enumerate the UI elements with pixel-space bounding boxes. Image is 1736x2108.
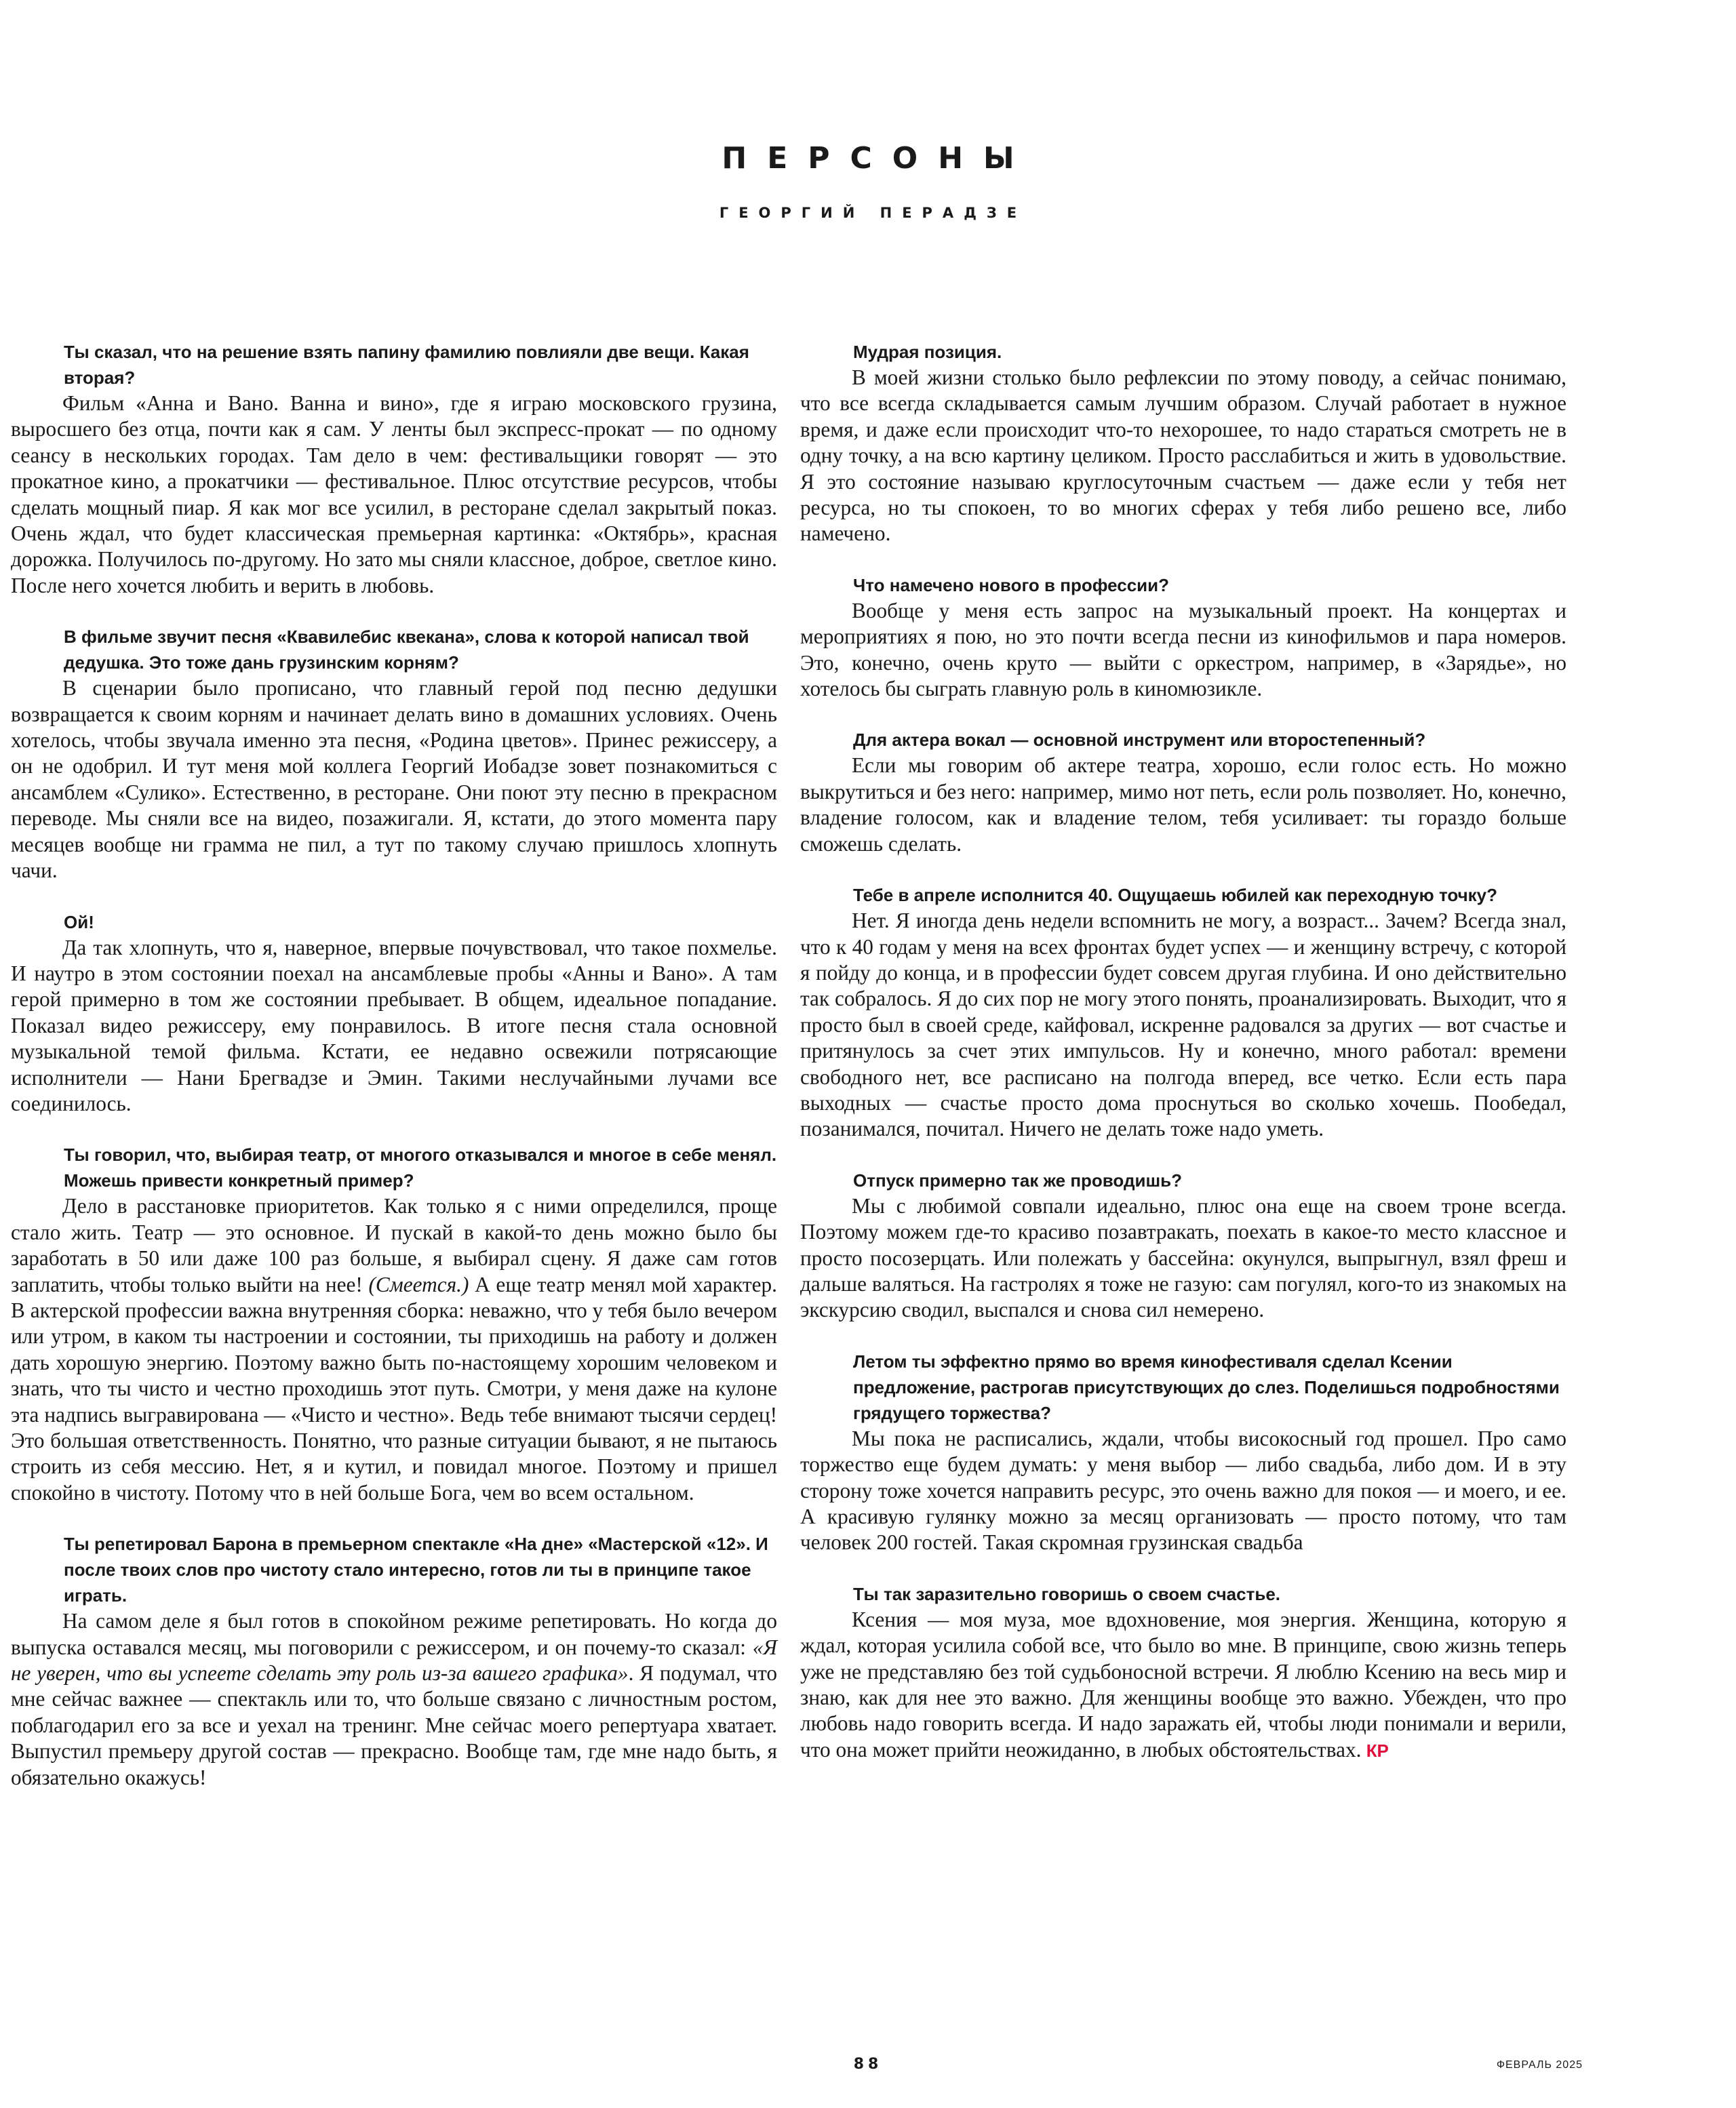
interview-answer: Вообще у меня есть запрос на музыкальный проект. На концертах и мероприятиях я пою, но это почти всегда песни из кинофильмов и пара номеров. Это, конечно, очень круто — выйти с оркестром, например, в «Зарядье», но хотелось бы сыграть главную роль в киномюзикле. bbox=[800, 598, 1566, 701]
qa-block bbox=[800, 1349, 1566, 1556]
interview-answer: Ксения — моя муза, мое вдохновение, моя энергия. Женщина, которую я ждал, которая усилила собой все, что было во мне. В принципе, свою жизнь теперь уже не представляю без той судьбоносной встречи. Я люблю Ксению на весь мир и знаю, как для нее это важно. Для женщины вообще это важно. Убежден, что про любовь надо говорить всегда. И надо заражать ей, чтобы люди понимали и верили, что она может прийти неожиданно, в любых обстоятельствах. КР bbox=[800, 1607, 1566, 1762]
qa-block bbox=[800, 882, 1566, 1142]
author-name: ГЕОРГИЙ ПЕРАДЗЕ bbox=[719, 205, 1027, 221]
qa-block bbox=[800, 727, 1566, 857]
interview-question: Отпуск примерно так же проводишь? bbox=[853, 1170, 1182, 1191]
section-title: ПЕРСОНЫ bbox=[722, 141, 1035, 176]
interview-question: Ты говорил, что, выбирая театр, от многого отказывался и многое в себе менял. Можешь привести конкретный пример? bbox=[64, 1145, 777, 1191]
qa-block bbox=[11, 624, 777, 883]
interview-question: Для актера вокал — основной инструмент или второстепенный? bbox=[853, 730, 1426, 751]
interview-question: Тебе в апреле исполнится 40. Ощущаешь юбилей как переходную точку? bbox=[853, 885, 1498, 906]
interview-question: Ой! bbox=[64, 911, 94, 932]
interview-question: Ты сказал, что на решение взять папину фамилию повлияли две вещи. Какая вторая? bbox=[64, 342, 749, 388]
issue-date: ФЕВРАЛЬ 2025 bbox=[1496, 2059, 1583, 2071]
qa-block bbox=[800, 1581, 1566, 1764]
interview-answer: Дело в расстановке приоритетов. Как только я с ними определился, проще стало жить. Театр — это основное. И пускай в какой-то день можно было бы заработать в 50 или даже 100 раз больше, я выбирал сцену. Я даже сам готов заплатить, чтобы только выйти на нее! (Смеется.) А еще театр менял мой характер. В актерской профессии важна внутренняя сборка: неважно, что у тебя было вечером или утром, в каком ты настроении и состоянии, ты приходишь на работу и должен дать хорошую энергию. Поэтому важно быть по-настоящему хорошим человеком и знать, что ты чисто и честно проходишь этот путь. Смотри, у меня даже на кулоне эта надпись выгравирована — «Чисто и честно». Ведь тебе внимают тысячи сердец! Это большая ответственность. Понятно, что разные ситуации бывают, я не пытаюсь строить из себя мессию. Нет, я и кутил, и повидал многое. Поэтому и пришел спокойно в чистоту. Потому что в ней больше Бога, чем во всем остальном. bbox=[11, 1194, 777, 1505]
interview-answer: Если мы говорим об актере театра, хорошо, если голос есть. Но можно выкрутиться и без него: например, мимо нот петь, если роль позволяет. Но, конечно, владение голосом, как и владение телом, тебя усиливает: ты гораздо больше сможешь сделать. bbox=[800, 753, 1566, 856]
qa-block bbox=[800, 1168, 1566, 1324]
interview-question: Ты так заразительно говоришь о своем счастье. bbox=[853, 1583, 1281, 1604]
interview-answer: На самом деле я был готов в спокойном режиме репетировать. Но когда до выпуска оставался месяц, мы поговорили с режиссером, и он почему-то сказал: «Я не уверен, что вы успеете сделать эту роль из-за вашего графика». Я подумал, что мне сейчас важнее — спектакль или то, что больше связано с личностным ростом, поблагодарил его за все и уехал на тренинг. Мне сейчас моего репертуара хватает. Выпустил премьеру другой состав — прекрасно. Вообще там, где мне надо быть, я обязательно окажусь! bbox=[11, 1609, 778, 1789]
qa-block bbox=[800, 339, 1566, 547]
interview-question: Ты репетировал Барона в премьерном спектакле «На дне» «Мастерской «12». И после твоих слов про чистоту стало интересно, готов ли ты в принципе такое играть. bbox=[64, 1534, 768, 1606]
interview-answer: В сценарии было прописано, что главный герой под песню дедушки возвращается к своим корням и начинает делать вино в домашних условиях. Очень хотелось, чтобы звучала именно эта песня, «Родина цветов». Принес режиссеру, а он не одобрил. И тут меня мой коллега Георгий Иобадзе зовет познакомиться с ансамблем «Сулико». Естественно, в ресторане. Они поют эту песню в прекрасном переводе. Мы сняли все на видео, позажигали. Я, кстати, до этого момента пару месяцев вообще ни грамма не пил, а тут по такому случаю пришлось хлопнуть чачи. bbox=[11, 676, 777, 883]
interview-answer: Фильм «Анна и Вано. Ванна и вино», где я играю московского грузина, выросшего без отца, почти как я сам. У ленты был экспресс-прокат — по одному сеансу в нескольких городах. Там дело в чем: фестивальщики говорят — это прокатное кино, а прокатчики — фестивальное. Плюс отсутствие ресурсов, чтобы сделать мощный пиар. Я как мог все усилил, в ресторане сделал закрытый показ. Очень ждал, что будет классическая премьерная картинка: «Октябрь», красная дорожка. Получилось по-другому. Но зато мы сняли классное, доброе, светлое кино. После него хочется любить и верить в любовь. bbox=[11, 391, 777, 597]
page-number: 88 bbox=[853, 2056, 883, 2073]
qa-block bbox=[11, 1142, 777, 1506]
qa-block bbox=[800, 572, 1566, 702]
interview-answer: Нет. Я иногда день недели вспомнить не могу, а возраст... Зачем? Всегда знал, что к 40 годам у меня на всех фронтах будет успех — и женщину встречу, с которой я пойду до конца, и в профессии будет совсем другая глубина. И оно действительно так собралось. Я до сих пор не могу этого понять, проанализировать. Выходит, что я просто был в своей среде, кайфовал, искренне радовался за других — вот счастье и притянулось за счет этих импульсов. Ну и конечно, много работал: времени свободного нет, все расписано на полгода вперед, все четко. Если есть пара выходных — счастье просто дома проснуться во сколько хочешь. Пообедал, позанимался, почитал. Ничего не делать тоже надо уметь. bbox=[800, 909, 1566, 1141]
interview-question: Что намечено нового в профессии? bbox=[853, 574, 1170, 595]
interview-question: Летом ты эффектно прямо во время кинофестиваля сделал Ксении предложение, растрогав присутствующих до слез. Поделишься подробностями грядущего торжества? bbox=[853, 1351, 1560, 1423]
interview-answer: В моей жизни столько было рефлексии по этому поводу, а сейчас понимаю, что все всегда складывается самым лучшим образом. Случай работает в нужное время, и даже если происходит что-то нехорошее, то надо стараться смотреть не в одну точку, а на всю картину целиком. Просто расслабиться и жить в удовольствие. Я это состояние называю круглосуточным счастьем — даже если у тебя нет ресурса, но ты спокоен, то во многих сферах у тебя либо решено все, либо намечено. bbox=[800, 365, 1566, 546]
right-column bbox=[800, 339, 1566, 1789]
interview-answer: Да так хлопнуть, что я, наверное, впервые почувствовал, что такое похмелье. И наутро в этом состоянии поехал на ансамблевые пробы «Анны и Вано». А там герой примерно в том же состоянии пребывает. В общем, идеальное попадание. Показал видео режиссеру, ему понравилось. В итоге песня стала основной музыкальной темой фильма. Кстати, ее недавно освежили потрясающие исполнители — Нани Брегвадзе и Эмин. Такими неслучайными лучами все соединилось. bbox=[11, 935, 777, 1115]
qa-block bbox=[11, 1531, 777, 1791]
interview-answer: Мы с любимой совпали идеально, плюс она еще на своем троне всегда. Поэтому можем где-то красиво позавтракать, поехать в какое-то место классное и просто посозерцать. Или полежать у бассейна: окунулся, выпрыгнул, взял фреш и дальше валяться. На гастролях я тоже не газую: сам погулял, кого-то из знакомых на экскурсию сводил, выспался и снова сил немерено. bbox=[800, 1193, 1566, 1322]
left-column bbox=[11, 339, 777, 1816]
interview-question: В фильме звучит песня «Квавилебис квекана», слова к которой написал твой дедушка. Это тоже дань грузинским корням? bbox=[64, 627, 749, 673]
qa-block bbox=[11, 909, 777, 1117]
qa-block bbox=[11, 339, 777, 599]
interview-answer: Мы пока не расписались, ждали, чтобы високосный год прошел. Про само торжество еще будем думать: у меня выбор — либо свадьба, либо дом. И в эту сторону тоже хочется направить ресурс, это очень важно для покоя — и моего, и ее. А красивую гулянку можно за месяц организовать — просто потому, что там человек 200 гостей. Такая скромная грузинская свадьба bbox=[800, 1426, 1566, 1555]
interview-question: Мудрая позиция. bbox=[853, 342, 1002, 362]
end-mark-logo: КР bbox=[1361, 1740, 1389, 1761]
